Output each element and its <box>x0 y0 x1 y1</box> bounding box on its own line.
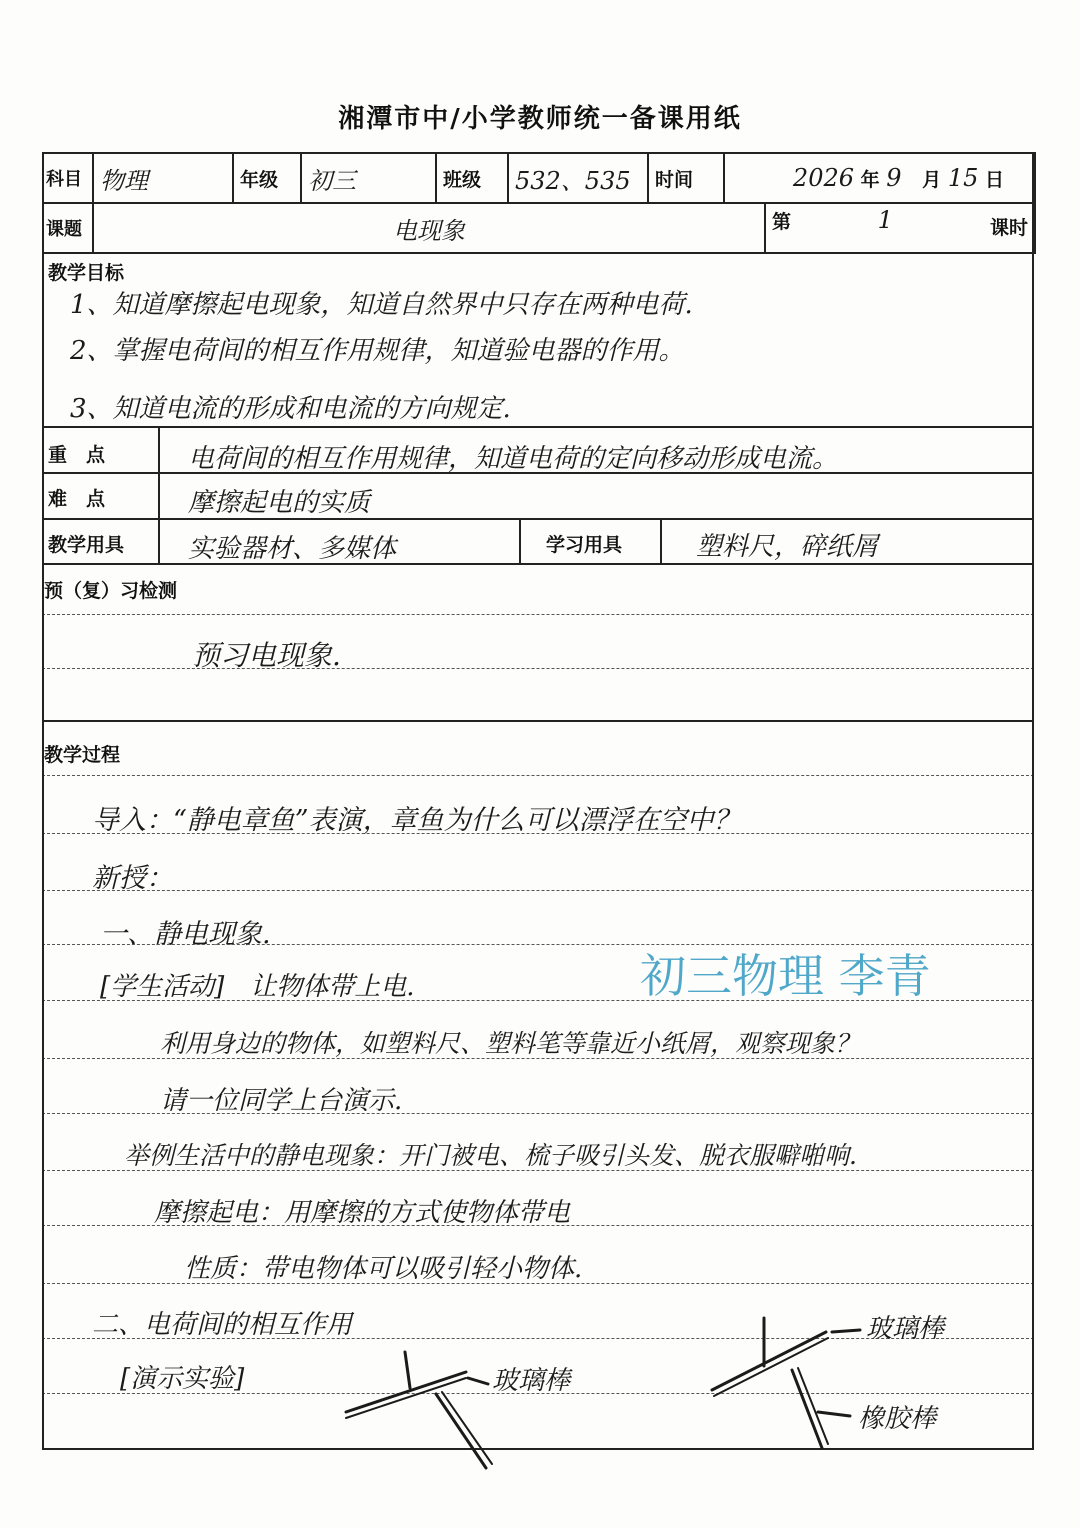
date-month: 9 <box>886 164 902 192</box>
key-point-label: 重 点 <box>48 444 106 466</box>
process-line-1: 导入：“静电章鱼”表演，章鱼为什么可以漂浮在空中？ <box>92 805 741 836</box>
right-bottom-pointer <box>818 1412 850 1416</box>
process-line-5: 利用身边的物体，如塑料尺、塑料笔等靠近小纸屑，观察现象？ <box>160 1029 861 1058</box>
process-line-11: [演示实验] <box>120 1364 245 1394</box>
objectives-label: 教学目标 <box>48 262 125 284</box>
process-line-2: 新授： <box>92 863 173 894</box>
process-line-7: 举例生活中的静电现象：开门被电、梳子吸引头发、脱衣服噼啪响. <box>124 1141 857 1170</box>
subject-value: 物理 <box>93 153 233 203</box>
topic-label: 课题 <box>43 203 93 253</box>
date-day: 15 <box>947 164 979 192</box>
rubber-rod-label: 橡胶棒 <box>858 1404 937 1434</box>
learning-tools-label: 学习用具 <box>546 534 623 556</box>
process-line-9: 性质：带电物体可以吸引轻小物体. <box>184 1254 583 1284</box>
left-suspension-string <box>405 1352 410 1388</box>
left-lower-rod <box>436 1394 486 1468</box>
learning-tools-value: 塑料尺，碎纸屑 <box>696 532 879 562</box>
process-line-6: 请一位同学上台演示. <box>160 1086 403 1116</box>
preview-label: 预（复）习检测 <box>44 580 178 602</box>
teaching-tools-value: 实验器材、多媒体 <box>188 534 397 564</box>
glass-rod-top-label: 玻璃棒 <box>866 1314 945 1344</box>
lesson-suffix: 课时 <box>989 217 1028 239</box>
key-point-value: 电荷间的相互作用规律，知道电荷的定向移动形成电流。 <box>188 444 839 474</box>
left-glass-rod <box>346 1372 466 1412</box>
grade-value: 初三 <box>301 153 436 203</box>
frame-left <box>42 152 44 1448</box>
right-lower-rod <box>792 1370 822 1448</box>
preview-value: 预习电现象. <box>192 639 341 672</box>
left-pointer <box>468 1378 488 1384</box>
month-label: 月 <box>922 169 942 191</box>
class-label: 班级 <box>436 153 508 203</box>
lesson-prefix: 第 <box>772 211 792 233</box>
objective-item-1: 1、知道摩擦起电现象，知道自然界中只存在两种电荷. <box>70 290 693 320</box>
lesson-number: 1 <box>877 206 893 234</box>
page-title: 湘潭市中/小学教师统一备课用纸 <box>338 104 742 134</box>
process-line-3: 一、静电现象. <box>100 919 271 950</box>
frame-right <box>1032 152 1034 1448</box>
topic-value: 电现象 <box>93 203 765 253</box>
time-label: 时间 <box>648 153 724 203</box>
grade-label: 年级 <box>233 153 301 203</box>
glass-rod-label: 玻璃棒 <box>492 1366 571 1396</box>
day-label: 日 <box>984 169 1004 191</box>
process-line-4: [学生活动] 让物体带上电. <box>100 972 415 1002</box>
difficulty-value: 摩擦起电的实质 <box>188 488 371 518</box>
right-rod <box>712 1332 826 1390</box>
objective-item-3: 3、知道电流的形成和电流的方向规定. <box>70 394 511 424</box>
process-line-10: 二、电荷间的相互作用 <box>92 1310 353 1340</box>
watermark: 初三物理 李青 <box>640 949 931 1003</box>
objective-item-2: 2、掌握电荷间的相互作用规律，知道验电器的作用。 <box>70 336 685 366</box>
year-label: 年 <box>860 169 880 191</box>
date-year: 2026 <box>792 164 854 192</box>
class-value: 532、535 <box>508 153 648 203</box>
subject-label: 科目 <box>43 153 93 203</box>
right-top-pointer <box>832 1330 860 1332</box>
process-line-8: 摩擦起电：用摩擦的方式使物体带电 <box>154 1198 571 1228</box>
teaching-tools-label: 教学用具 <box>48 534 125 556</box>
difficulty-label: 难 点 <box>48 488 106 510</box>
process-label: 教学过程 <box>44 744 121 766</box>
